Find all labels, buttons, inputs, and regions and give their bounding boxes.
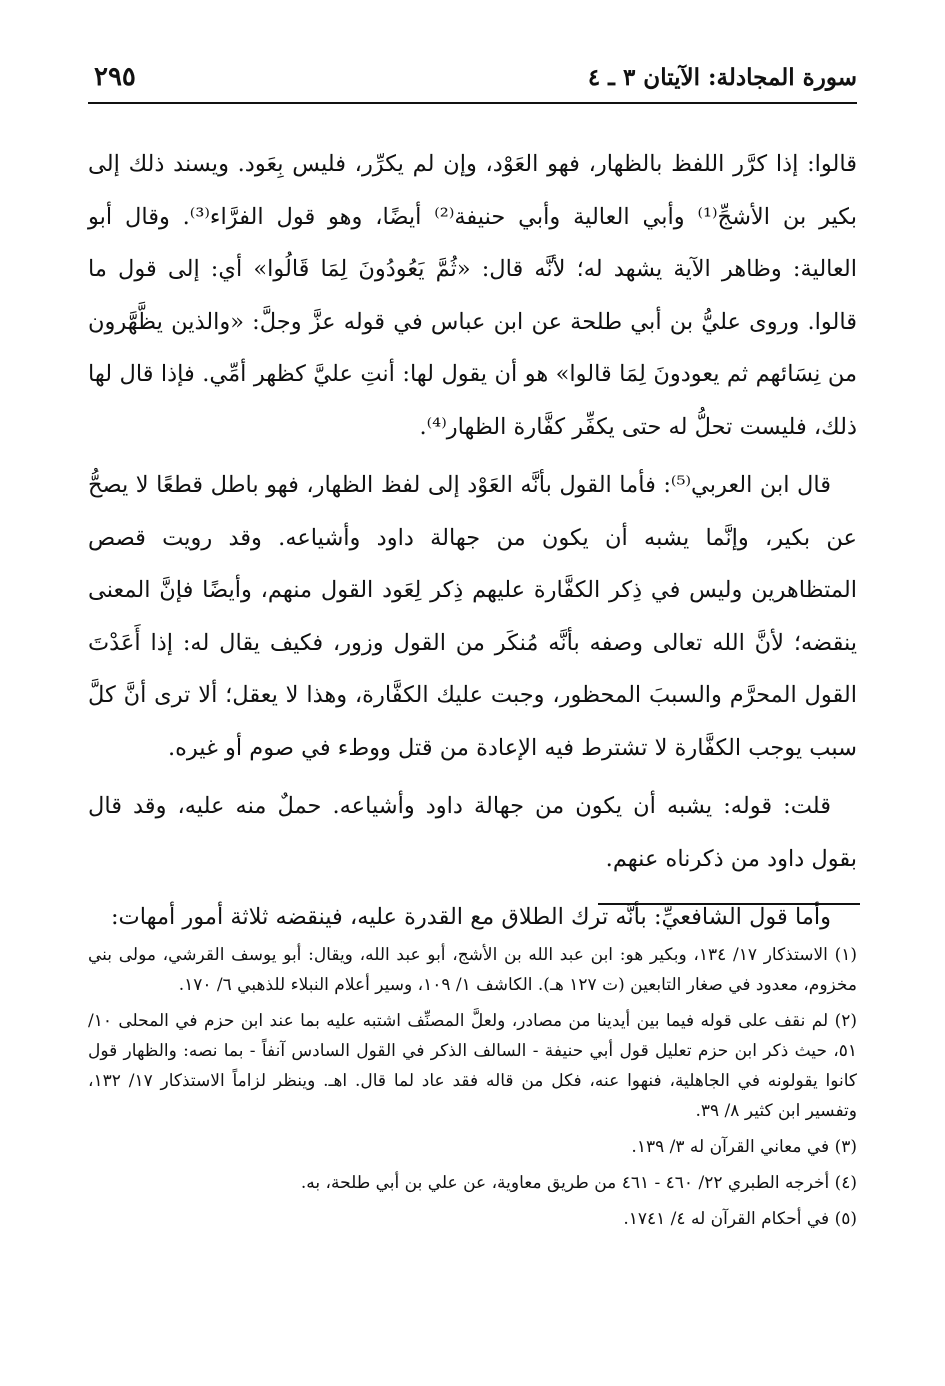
paragraph: قال ابن العربي⁽⁵⁾: فأما القول بأنَّه العَوْد إلى لفظ الظهار، فهو باطل قطعًا لا يصحُّ عن بكير، وإنَّما يشبه أن يكون من جهالة داود وأشياعه. وقد رويت قصص المتظاهرين وليس في ذِكر الكفَّارة عليهم ذِكر لِعَود القول منهم، وأيضًا فإنَّ المعنى ينقضه؛ لأنَّ الله تعالى وصفه بأنَّه مُنكَر من القول وزور، فكيف يقال له: إذا أَعَدْتَ القول المحرَّم والسببَ المحظور، وجبت عليك الكفَّارة، وهذا لا يعقل؛ ألا ترى أنَّ كلَّ سبب يوجب الكفَّارة لا تشترط فيه الإعادة من قتل ووطء في صوم أو غيره. <box>88 472 857 761</box>
paragraph: وأما قول الشافعيِّ: بأنَّه ترك الطلاق مع القدرة عليه، فينقضه ثلاثة أمور أمهات: <box>110 904 831 930</box>
footnote: (٤) أخرجه الطبري ٢٢/ ٤٦٠ - ٤٦١ من طريق معاوية، عن علي بن أبي طلحة، به. <box>300 1173 857 1193</box>
page-number: ٢٩٥ <box>94 62 136 92</box>
running-title: سورة المجادلة: الآيتان ٣ ـ ٤ <box>587 64 857 91</box>
paragraph: قلت: قوله: يشبه أن يكون من جهالة داود وأشياعه. حملٌ منه عليه، وقد قال بقول داود من ذكرناه عنهم. <box>88 793 857 872</box>
footnote-separator <box>598 903 860 905</box>
main-text <box>88 138 857 950</box>
paragraph: قالوا: إذا كرَّر اللفظ بالظهار، فهو العَوْد، وإن لم يكرِّر، فليس بِعَود. ويسند ذلك إلى بكير بن الأشجِّ⁽¹⁾ وأبي العالية وأبي حنيفة⁽²⁾ أيضًا، وهو قول الفرَّاء⁽³⁾. وقال أبو العالية: وظاهر الآية يشهد له؛ لأنَّه قال: «ثُمَّ يَعُودُونَ لِمَا قَالُوا» أي: إلى قول ما قالوا. وروى عليُّ بن أبي طلحة عن ابن عباس في قوله عزَّ وجلَّ: «والذين يظَّهَّرون من نِسَائهم ثم يعودونَ لِمَا قالوا» هو أن يقول لها: أنتِ عليَّ كظهر أمِّي. فإذا قال لها ذلك، فليست تحلُّ له حتى يكفِّر كفَّارة الظهار⁽⁴⁾. <box>88 151 857 440</box>
footnotes <box>88 940 857 1240</box>
footnote: (٥) في أحكام القرآن له ٤/ ١٧٤١. <box>623 1209 857 1229</box>
page-header <box>88 62 857 104</box>
footnote: (٢) لم نقف على قوله فيما بين أيدينا من مصادر، ولعلَّ المصنِّف اشتبه عليه بما عند ابن حزم في المحلى ١٠/ ٥١، حيث ذكر ابن حزم تعليل قول أبي حنيفة - السالف الذكر في القول السادس آنفاً - بما نصه: والظهار قول كانوا يقولونه في الجاهلية، فنهوا عنه، فكل من قاله فقد عاد لما قال. اهـ. وينظر لزاماً الاستذكار ١٧/ ١٣٢، وتفسير ابن كثير ٨/ ٣٩. <box>88 1011 857 1121</box>
footnote: (١) الاستذكار ١٧/ ١٣٤، وبكير هو: ابن عبد الله بن الأشج، أبو عبد الله، ويقال: أبو يوسف القرشي، مولى بني مخزوم، معدود في صغار التابعين (ت ١٢٧ هـ). الكاشف ١/ ١٠٩، وسير أعلام النبلاء للذهبي ٦/ ١٧٠. <box>88 945 857 995</box>
footnote: (٣) في معاني القرآن له ٣/ ١٣٩. <box>631 1137 857 1157</box>
